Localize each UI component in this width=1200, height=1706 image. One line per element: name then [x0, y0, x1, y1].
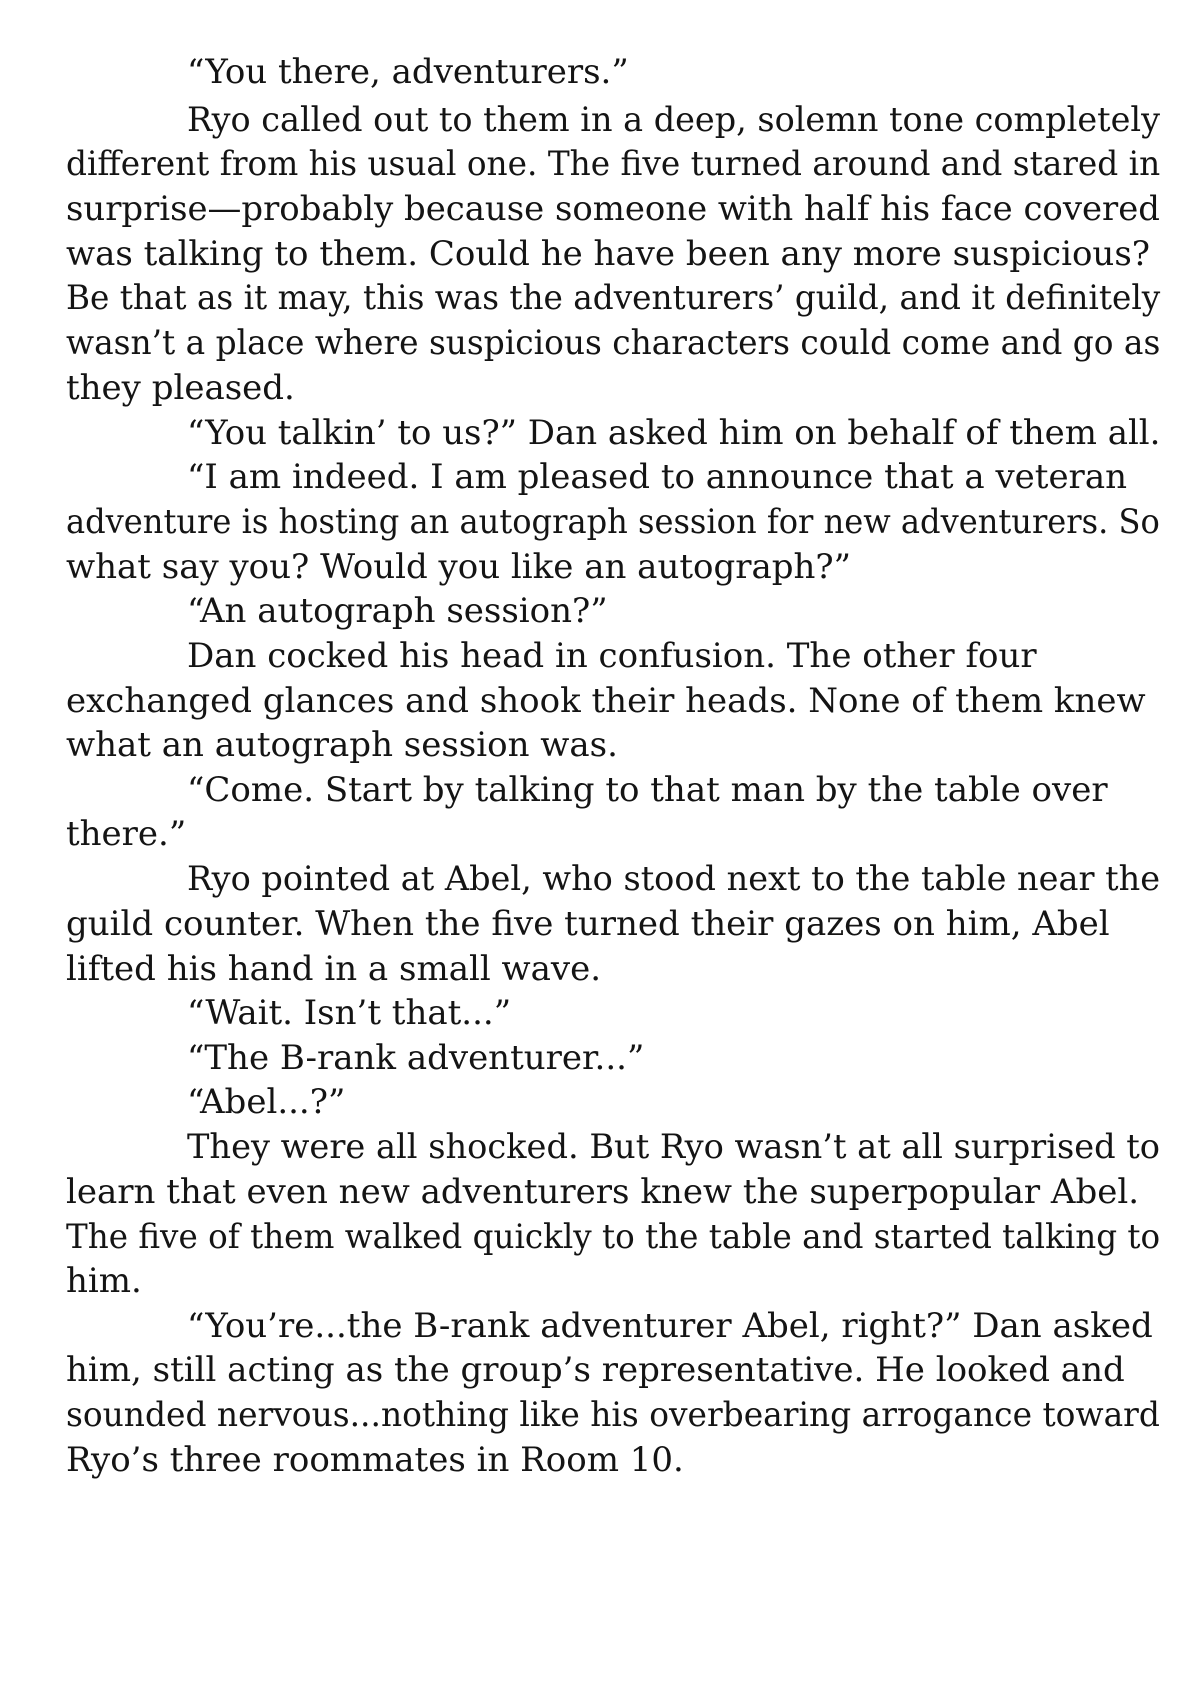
text-line: Be that as it may, this was the adventurers’ guild, and it definitely — [66, 278, 1161, 318]
text-line: “Come. Start by talking to that man by the table over — [187, 770, 1108, 810]
text-line: they pleased. — [66, 368, 295, 408]
text-line: “The B-rank adventurer...” — [187, 1038, 645, 1078]
text-line: learn that even new adventurers knew the superpopular Abel. — [66, 1172, 1140, 1212]
text-line: was talking to them. Could he have been any more suspicious? — [66, 234, 1150, 274]
text-line: “I am indeed. I am pleased to announce that a veteran — [187, 457, 1127, 497]
text-line: wasn’t a place where suspicious characters could come and go as — [66, 323, 1161, 363]
text-line: “Wait. Isn’t that...” — [187, 993, 512, 1033]
text-line: adventure is hosting an autograph session for new adventurers. So — [66, 502, 1160, 542]
text-line: “You’re...the B-rank adventurer Abel, right?” Dan asked — [187, 1306, 1153, 1346]
text-line: Dan cocked his head in confusion. The other four — [187, 636, 1037, 676]
text-line: “Abel...?” — [187, 1082, 346, 1122]
text-line: different from his usual one. The five turned around and stared in — [66, 144, 1161, 184]
text-line: lifted his hand in a small wave. — [66, 949, 602, 989]
text-line: surprise—probably because someone with half his face covered — [66, 189, 1160, 229]
text-line: They were all shocked. But Ryo wasn’t at all surprised to — [187, 1127, 1161, 1167]
text-line: there.” — [66, 814, 187, 854]
text-line: The five of them walked quickly to the table and started talking to — [66, 1217, 1161, 1257]
text-line: “You talkin’ to us?” Dan asked him on behalf of them all. — [187, 413, 1161, 453]
text-line: him, still acting as the group’s representative. He looked and — [66, 1350, 1125, 1390]
text-line: him. — [66, 1261, 142, 1301]
text-line: what say you? Would you like an autograph?” — [66, 547, 852, 587]
text-line: sounded nervous...nothing like his overbearing arrogance toward — [66, 1395, 1160, 1435]
text-line: Ryo’s three roommates in Room 10. — [66, 1440, 684, 1480]
text-line: guild counter. When the five turned their gazes on him, Abel — [66, 904, 1110, 944]
text-line: Ryo called out to them in a deep, solemn tone completely — [187, 100, 1160, 140]
text-line: “An autograph session?” — [187, 591, 608, 631]
text-line: Ryo pointed at Abel, who stood next to the table near the — [187, 859, 1161, 899]
text-line: exchanged glances and shook their heads. None of them knew — [66, 681, 1146, 721]
text-line: what an autograph session was. — [66, 725, 618, 765]
text-line: “You there, adventurers.” — [187, 52, 629, 92]
